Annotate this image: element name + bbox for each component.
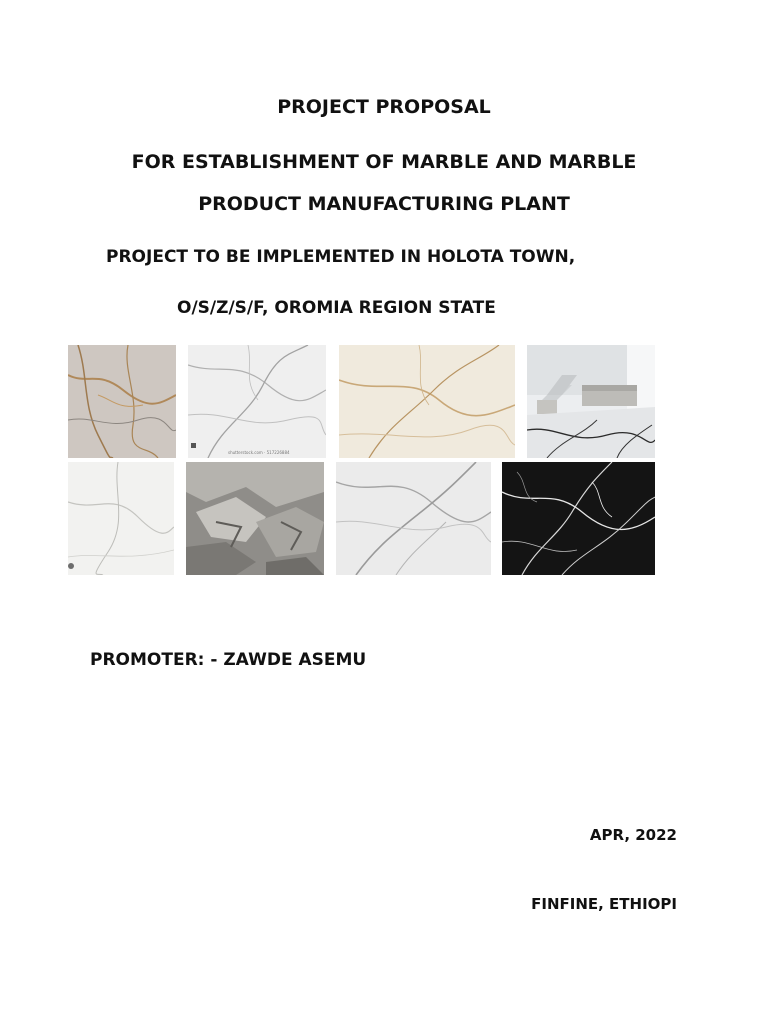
document-title: PROJECT PROPOSAL: [277, 96, 491, 118]
marble-image-3: [339, 345, 515, 458]
location-line-2: O/S/Z/S/F, OROMIA REGION STATE: [177, 298, 496, 318]
marble-image-5: [68, 462, 174, 575]
location-line-1: PROJECT TO BE IMPLEMENTED IN HOLOTA TOWN,: [106, 247, 576, 267]
marble-image-4: [527, 345, 655, 458]
document-place: FINFINE, ETHIOPI: [531, 895, 677, 913]
marble-image-2: [188, 345, 326, 458]
subtitle-line-1: FOR ESTABLISHMENT OF MARBLE AND MARBLE: [131, 151, 637, 173]
marble-image-8: [502, 462, 655, 575]
promoter-line: PROMOTER: - ZAWDE ASEMU: [90, 650, 367, 670]
marble-image-7: [336, 462, 491, 575]
document-date: APR, 2022: [589, 826, 677, 844]
marble-image-1: [68, 345, 176, 458]
subtitle-line-2: PRODUCT MANUFACTURING PLANT: [198, 193, 570, 215]
svg-text:shutterstock.com · 517226884: shutterstock.com · 517226884: [228, 450, 290, 455]
marble-image-6: [186, 462, 324, 575]
